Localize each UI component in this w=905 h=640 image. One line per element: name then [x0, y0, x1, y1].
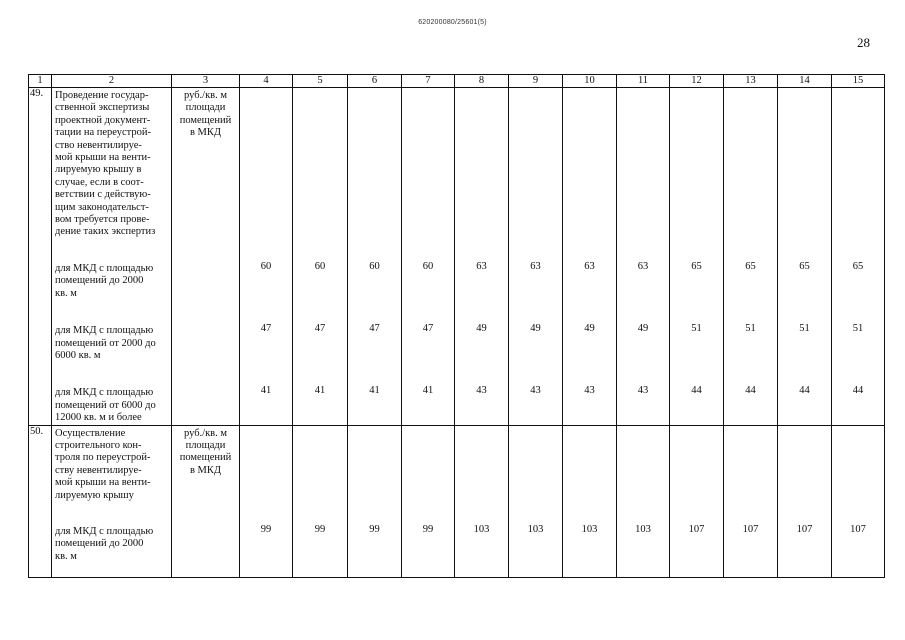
row-title-line: щим законодательст- [55, 201, 149, 213]
value-text: 47 [260, 323, 272, 334]
document-id: 620200080/25601(5) [418, 19, 487, 26]
value-text: 60 [260, 260, 272, 272]
row-title-line: мой крыши на венти- [55, 152, 151, 164]
value-cell [670, 88, 724, 426]
row-title-line: ству невентилируе- [55, 464, 142, 476]
subrow-description-line: кв. м [55, 550, 77, 562]
value-cell [455, 88, 509, 426]
spacer [778, 88, 831, 261]
spacer [670, 273, 723, 323]
value-text: 44 [799, 385, 810, 397]
unit-of-measure [172, 425, 240, 577]
column-header: 9 [509, 75, 563, 88]
value-text: 107 [742, 523, 759, 535]
subrow-description-line: для МКД с площадью [55, 262, 154, 274]
value-cell [348, 88, 402, 426]
spacer [55, 502, 169, 526]
value-cell [832, 88, 885, 426]
subrow-description-line: для МКД с площадью [55, 525, 154, 537]
spacer [240, 335, 292, 385]
unit-line: в МКД [189, 127, 222, 139]
value-cell [293, 425, 348, 577]
value-cell [348, 425, 402, 577]
row-title-line: Осуществление [55, 427, 126, 439]
spacer [240, 426, 292, 524]
spacer [778, 273, 831, 323]
value-text: 49 [637, 323, 649, 334]
value-cell [509, 425, 563, 577]
value-text: 43 [584, 385, 595, 397]
column-header: 7 [402, 75, 455, 88]
spacer [509, 426, 562, 524]
row-title-line: проектной документ- [55, 114, 151, 126]
subrow-description-line: для МКД с площадью [55, 387, 154, 399]
spacer [832, 88, 884, 261]
spacer [402, 426, 454, 524]
row-title-line: мой крыши на венти- [55, 477, 151, 489]
value-cell [778, 88, 832, 426]
unit-line: площади [185, 439, 226, 451]
subrow-description-line: 12000 кв. м и более [55, 412, 142, 424]
page-number: 28 [857, 35, 870, 50]
spacer [670, 335, 723, 385]
spacer [455, 273, 508, 323]
spacer [455, 426, 508, 524]
column-header: 1 [29, 75, 52, 88]
spacer [509, 335, 562, 385]
spacer [724, 88, 777, 261]
value-text: 44 [852, 385, 864, 397]
unit-line: руб./кв. м [183, 427, 228, 439]
spacer [55, 362, 169, 387]
value-cell [563, 88, 617, 426]
spacer [670, 426, 723, 524]
value-cell [563, 425, 617, 577]
spacer [293, 335, 347, 385]
spacer [240, 273, 292, 323]
spacer [402, 335, 454, 385]
unit-line: руб./кв. м [183, 90, 228, 101]
value-text: 41 [314, 385, 326, 397]
subrow-description-line: помещений от 6000 до [55, 399, 156, 411]
value-text: 99 [260, 523, 272, 535]
value-text: 65 [852, 260, 864, 272]
unit-line: площади [185, 102, 226, 114]
value-text: 65 [745, 260, 756, 272]
spacer [455, 335, 508, 385]
spacer [832, 273, 884, 323]
spacer [724, 426, 777, 524]
value-text: 103 [473, 523, 490, 535]
value-text: 43 [530, 385, 541, 397]
column-number-row [29, 75, 885, 88]
spacer [778, 335, 831, 385]
value-cell [617, 425, 670, 577]
value-text: 49 [584, 323, 595, 334]
value-text: 41 [422, 385, 434, 397]
subrow-description-line: помещений до 2000 [55, 275, 144, 287]
value-cell [240, 425, 293, 577]
spacer [617, 426, 669, 524]
value-cell [402, 88, 455, 426]
spacer [348, 88, 401, 261]
value-text: 103 [635, 523, 651, 535]
spacer [509, 88, 562, 261]
column-header: 6 [348, 75, 402, 88]
value-text: 107 [688, 523, 705, 535]
spacer [55, 239, 169, 263]
spacer [402, 273, 454, 323]
value-text: 47 [422, 323, 434, 334]
unit-line: помещений [179, 114, 232, 126]
column-header: 4 [240, 75, 293, 88]
value-text: 107 [796, 523, 813, 535]
unit-line: помещений [179, 452, 232, 464]
value-cell [293, 88, 348, 426]
value-text: 51 [799, 323, 810, 334]
value-text: 63 [530, 260, 541, 272]
row-description [52, 425, 172, 577]
spacer [724, 273, 777, 323]
value-cell [617, 88, 670, 426]
spacer [348, 426, 401, 524]
row-title-line: строительного кон- [55, 439, 142, 451]
column-header: 3 [172, 75, 240, 88]
spacer [563, 88, 616, 261]
value-text: 65 [799, 260, 810, 272]
value-cell [670, 425, 724, 577]
row-title-line: ство невентилируе- [55, 139, 142, 151]
spacer [670, 88, 723, 261]
unit-line: в МКД [189, 464, 222, 476]
value-text: 41 [260, 385, 272, 397]
value-text: 51 [691, 323, 702, 334]
column-header: 8 [455, 75, 509, 88]
row-title-line: случае, если в соот- [55, 176, 144, 188]
row-title-line: лируемую крышу в [55, 164, 142, 176]
row-description [52, 88, 172, 426]
spacer [348, 273, 401, 323]
value-text: 63 [637, 260, 649, 272]
subrow-description-line: для МКД с площадью [55, 325, 154, 337]
value-text: 47 [314, 323, 326, 334]
tariff-table [28, 74, 885, 578]
column-header: 13 [724, 75, 778, 88]
column-header: 14 [778, 75, 832, 88]
subrow-description-line: помещений от 2000 до [55, 337, 156, 349]
value-text: 44 [745, 385, 756, 397]
row-title-line: дение таких экспертиз [55, 226, 156, 238]
value-text: 60 [314, 260, 326, 272]
spacer [832, 426, 884, 524]
value-cell [509, 88, 563, 426]
value-text: 49 [530, 323, 541, 334]
column-header: 5 [293, 75, 348, 88]
subrow-description-line: помещений до 2000 [55, 538, 144, 550]
value-cell [832, 425, 885, 577]
subrow-description-line: кв. м [55, 287, 77, 299]
value-text: 51 [852, 323, 864, 334]
row-number: 49. [29, 88, 52, 426]
row-title-line: Проведение государ- [55, 90, 149, 101]
value-text: 99 [369, 523, 380, 535]
value-cell [724, 425, 778, 577]
spacer [563, 426, 616, 524]
spacer [617, 273, 669, 323]
spacer [617, 88, 669, 261]
value-cell [778, 425, 832, 577]
value-cell [455, 425, 509, 577]
row-number: 50. [29, 425, 52, 577]
spacer [293, 88, 347, 261]
row-title-line: тации на переустрой- [55, 127, 151, 139]
spacer [293, 426, 347, 524]
spacer [724, 335, 777, 385]
spacer [563, 273, 616, 323]
spacer [563, 335, 616, 385]
table-row [29, 88, 885, 426]
spacer [455, 88, 508, 261]
value-cell [402, 425, 455, 577]
value-text: 63 [584, 260, 595, 272]
value-text: 43 [476, 385, 487, 397]
spacer [55, 300, 169, 325]
value-cell [724, 88, 778, 426]
value-text: 63 [476, 260, 487, 272]
spacer [240, 88, 292, 261]
value-text: 65 [691, 260, 702, 272]
column-header: 15 [832, 75, 885, 88]
spacer [617, 335, 669, 385]
value-text: 60 [422, 260, 434, 272]
value-text: 44 [691, 385, 702, 397]
spacer [778, 426, 831, 524]
table-row [29, 425, 885, 577]
spacer [832, 335, 884, 385]
row-title-line: лируемую крышу [55, 489, 134, 501]
spacer [348, 335, 401, 385]
column-header: 2 [52, 75, 172, 88]
value-cell [240, 88, 293, 426]
value-text: 99 [314, 523, 326, 535]
value-text: 43 [637, 385, 649, 397]
value-text: 41 [369, 385, 380, 397]
value-text: 49 [476, 323, 487, 334]
value-text: 99 [422, 523, 434, 535]
value-text: 47 [369, 323, 380, 334]
row-title-line: ветствии с действую- [55, 189, 151, 201]
row-title-line: троля по переустрой- [55, 452, 151, 464]
row-title-line: вом требуется прове- [55, 214, 150, 226]
value-text: 51 [745, 323, 756, 334]
unit-of-measure [172, 88, 240, 426]
spacer [509, 273, 562, 323]
spacer [293, 273, 347, 323]
column-header: 12 [670, 75, 724, 88]
row-title-line: ственной экспертизы [55, 102, 150, 114]
spacer [402, 88, 454, 261]
value-text: 103 [527, 523, 544, 535]
subrow-description-line: 6000 кв. м [55, 349, 101, 361]
value-text: 60 [369, 260, 380, 272]
value-text: 107 [850, 523, 866, 535]
value-text: 103 [581, 523, 598, 535]
column-header: 11 [617, 75, 670, 88]
column-header: 10 [563, 75, 617, 88]
